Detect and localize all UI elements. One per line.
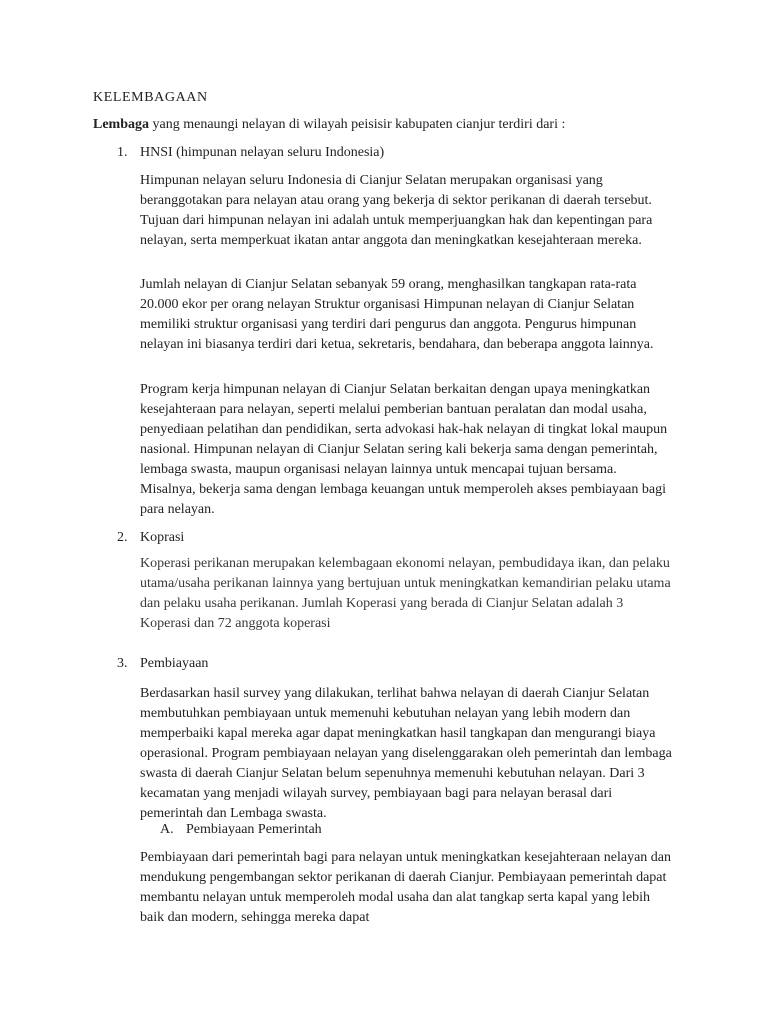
section-1-paragraph-1: Himpunan nelayan seluru Indonesia di Cianjur Selatan merupakan organisasi yang beranggotakan para nelayan atau orang yang bekerja di sektor perikanan di daerah tersebut. Tujuan dari himpunan nelayan ini adalah untuk memperjuangkan hak dan kepentingan para nelayan, serta memperkuat ikatan antar anggota dan meningkatkan kesejahteraan mereka. bbox=[140, 173, 653, 248]
subsection-a-heading bbox=[160, 820, 322, 840]
intro-bold-term: Lembaga bbox=[93, 117, 149, 132]
section-number: 3. bbox=[117, 656, 128, 671]
section-1-paragraph-2: Jumlah nelayan di Cianjur Selatan sebanyak 59 orang, menghasilkan tangkapan rata-rata 20.000 ekor per orang nelayan Struktur organisasi Himpunan nelayan di Cianjur Selatan memiliki struktur organisasi yang terdiri dari pengurus dan anggota. Pengurus himpunan nelayan ini biasanya terdiri dari ketua, sekretaris, bendahara, dan beberapa anggota lainnya. bbox=[140, 277, 654, 352]
section-3-heading bbox=[117, 654, 208, 674]
subsection-title: Pembiayaan Pemerintah bbox=[186, 822, 322, 837]
intro-sentence bbox=[93, 115, 693, 135]
section-number: 1. bbox=[117, 145, 128, 160]
subsection-a-paragraph: Pembiayaan dari pemerintah bagi para nelayan untuk meningkatkan kesejahteraan nelayan dan mendukung pengembangan sektor perikanan di daerah Cianjur. Pembiayaan pemerintah dapat membantu nelayan untuk memperoleh modal usaha dan alat tangkap serta kapal yang lebih baik dan modern, sehingga mereka dapat bbox=[140, 850, 672, 925]
section-1-heading bbox=[117, 143, 384, 163]
section-1-paragraph-3: Program kerja himpunan nelayan di Cianjur Selatan berkaitan dengan upaya meningkatkan kesejahteraan para nelayan, seperti melalui pemberian bantuan peralatan dan modal usaha, penyediaan pelatihan dan pendidikan, serta advokasi hak-hak nelayan di tingkat lokal maupun nasional. Himpunan nelayan di Cianjur Selatan sering kali bekerja sama dengan pemerintah, lembaga swasta, maupun organisasi nelayan lainnya untuk mencapai tujuan bersama. Misalnya, bekerja sama dengan lembaga keuangan untuk memperoleh akses pembiayaan bagi para nelayan. bbox=[140, 382, 668, 517]
document-heading: KELEMBAGAAN bbox=[93, 90, 208, 105]
section-number: 2. bbox=[117, 530, 128, 545]
subsection-number: A. bbox=[160, 822, 174, 837]
intro-text: yang menaungi nelayan di wilayah peisisir kabupaten cianjur terdiri dari : bbox=[149, 117, 566, 132]
section-title: Pembiayaan bbox=[140, 656, 209, 671]
section-title: Koprasi bbox=[140, 530, 185, 545]
section-title: HNSI (himpunan nelayan seluru Indonesia) bbox=[140, 145, 385, 160]
section-3-paragraph-1: Berdasarkan hasil survey yang dilakukan, terlihat bahwa nelayan di daerah Cianjur Selatan membutuhkan pembiayaan untuk memenuhi kebutuhan nelayan yang lebih modern dan memperbaiki kapal mereka agar dapat meningkatkan hasil tangkapan dan mengurangi biaya operasional. Program pembiayaan nelayan yang diselenggarakan oleh pemerintah dan lembaga swasta di daerah Cianjur Selatan belum sepenuhnya memenuhi kebutuhan nelayan. Dari 3 kecamatan yang menjadi wilayah survey, pembiayaan bagi para nelayan berasal dari pemerintah dan Lembaga swasta. bbox=[140, 686, 672, 821]
section-2-paragraph-1: Koperasi perikanan merupakan kelembagaan ekonomi nelayan, pembudidaya ikan, dan pelaku utama/usaha perikanan lainnya yang bertujuan untuk meningkatkan kemandirian pelaku utama dan pelaku usaha perikanan. Jumlah Koperasi yang berada di Cianjur Selatan adalah 3 Koperasi dan 72 anggota koperasi bbox=[140, 556, 671, 631]
section-2-heading bbox=[117, 528, 184, 548]
